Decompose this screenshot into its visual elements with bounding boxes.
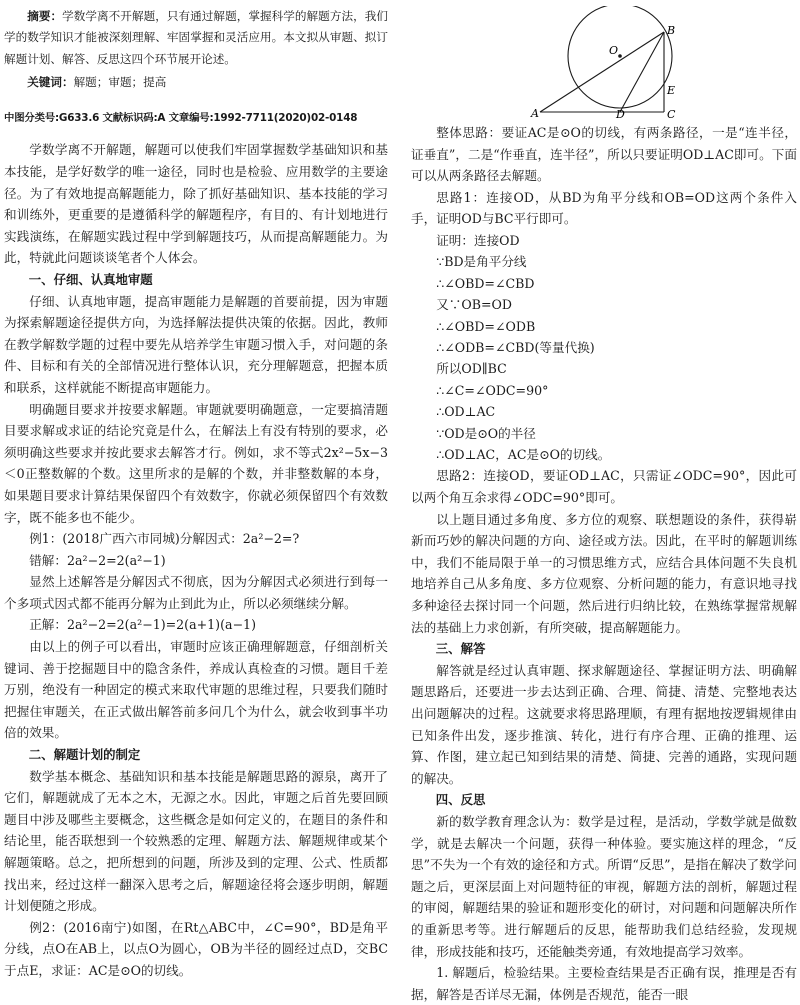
idea-1: 思路1：连接OD，从BD为角平分线和OB=OD这两个条件入手，证明OD与BC平行即可。: [411, 189, 797, 227]
paragraph-multi-angle: 以上题目通过多角度、多方位的观察、联想题设的条件，获得崭新而巧妙的解决问题的方向、途径或方法。因此，在平时的解题训练中，我们不能局限于单一的习惯思维方式，应结合具体问题不失良机地培养自己从多角度、多方位观察、分析问题的能力，有意识地寻找多种途径去探讨同一个问题，然后进行归纳比较，在熟练掌握常规解法的基础上力求创新，有所突破，提高解题能力。: [411, 511, 797, 635]
proof-step: ∴OD⊥AC，AC是⊙O的切线。: [436, 447, 611, 463]
label-e: E: [667, 84, 676, 97]
abstract: [4, 6, 388, 70]
label-b: B: [667, 24, 676, 37]
keywords-label: 关键词：: [27, 75, 74, 90]
segment-ab: [540, 32, 664, 112]
proof-steps: [411, 230, 797, 465]
paragraph-answer: 解答就是经过认真审题、探求解题途径、掌握证明方法、明确解题思路后，还要进一步去达到正确、合理、简捷、清楚、完整地表达出问题解决的过程。这就要求将思路理顺，有理有据地按逻辑规律由已知条件出发，逐步推演、转化，进行有序合理、正确的推理、运算、作图，建立起已知到结果的清楚、简捷、完善的通路，实现问题的解决。: [411, 662, 797, 786]
section-heading-4: 四、反思: [435, 792, 486, 808]
example-1: 例1：(2018广西六市同城)分解因式：2a²−2=?: [29, 531, 300, 547]
paragraph-analysis: 显然上述解答是分解因式不彻底，因为分解因式必须进行到每一个多项式因式都不能再分解为止到此为止，所以必须继续分解。: [4, 574, 388, 611]
segment-bd: [620, 32, 664, 112]
keywords-text: 解题；审题；提高: [73, 75, 167, 90]
keywords: [4, 72, 388, 94]
paragraph-requirements: 明确题目要求并按要求解题。审题就要明确题意，一定要搞清题目要求解或求证的结论究竟是什么，在解法上有没有特别的要求，必须明确这些要求并按此要求去解答才行。例如，求不等式2x²−5x−3＜0正整数解的个数。这里所求的是解的个数，并非整数解的本身，如果题目要求计算结果保留四个有效数字，你就必须保留四个有效数字，既不能多也不能少。: [4, 401, 388, 525]
classification-line: 中图分类号:G633.6 文献标识码:A 文章编号:1992-7711(2020)02-0148: [4, 111, 358, 124]
paragraph-check-results: 1. 解题后，检验结果。主要检查结果是否正确有误，推理是否有据，解答是否详尽无漏，体例是否规范，能否一眼: [411, 965, 797, 1002]
abstract-text: 学数学离不开解题，只有通过解题，掌握科学的解题方法，我们学的数学知识才能被深刻理解、牢固掌握和灵活应用。本文拟从审题、拟订解题计划、解答、反思这四个环节展开论述。: [4, 9, 388, 66]
proof-step: ∴∠ODB=∠CBD(等量代换): [436, 340, 595, 355]
section-heading-1: 一、仔细、认真地审题: [28, 271, 153, 287]
proof-step: ∵OD是⊙O的半径: [436, 425, 536, 441]
proof-step: 又∵OB=OD: [436, 297, 512, 313]
proof-step: ∴OD⊥AC: [436, 404, 496, 420]
abstract-label: 摘要：: [27, 9, 63, 23]
correct-solution: 正解：2a²−2=2(a²−1)=2(a+1)(a−1): [29, 617, 256, 633]
proof-step: 所以OD∥BC: [436, 361, 507, 377]
center-point-o: [618, 54, 622, 58]
right-column: [411, 6, 797, 1005]
proof-step: ∴∠C=∠ODC=90°: [436, 382, 549, 398]
intro-paragraph: 学数学离不开解题，解题可以使我们牢固掌握数学基础知识和基本技能，是学好数学的唯一途径，同时也是检验、应用数学的主要途径。为了有效地提高解题能力，除了抓好基础知识、基本技能的学习和训练外，更重要的是遵循科学的解题程序，有目的、有计划地进行实践演练，在解题实践过程中学到解题技巧，从而提高解题能力。为此，特就此问题谈谈笔者个人体会。: [4, 142, 388, 266]
label-o: O: [609, 44, 619, 57]
proof-step: ∴∠OBD=∠CBD: [436, 275, 535, 291]
geometry-figure: [411, 6, 797, 122]
paragraph-summary-reading: 由以上的例子可以看出，审题时应该正确理解题意，仔细剖析关键词、善于挖掘题目中的隐含条件，养成认真检查的习惯。题目千差万别，绝没有一种固定的模式来取代审题的思维过程，只要我们随时把握住审题关，在正式做出解答前多问几个为什么，就会收到事半功倍的效果。: [4, 639, 388, 741]
circle-triangle-diagram: [411, 6, 797, 118]
wrong-solution: 错解：2a²−2=2(a²−1): [29, 552, 166, 568]
overall-idea: 整体思路：要证AC是⊙O的切线，有两条路径，一是“连半径，证垂直”，二是“作垂直，连半径”，所以只要证明OD⊥AC即可。下面可以从两条路径去解题。: [411, 125, 797, 184]
idea-2: 思路2：连接OD，要证OD⊥AC，只需证∠ODC=90°，因此可以两个角互余求得∠ODC=90°即可。: [411, 468, 797, 506]
paragraph-careful-reading: 仔细、认真地审题，提高审题能力是解题的首要前提，因为审题为探索解题途径提供方向，为选择解法提供决策的依据。因此，教师在教学解数学题的过程中要先从培养学生审题习惯入手，对问题的条件、目标和有关的全部情况进行整体认识，充分理解题意，把握本质和联系，这样就能不断提高审题能力。: [4, 293, 388, 395]
paragraph-reflection: 新的数学教育理念认为：数学是过程，是活动，学数学就是做数学，就是去解决一个问题，获得一种体验。要实施这样的理念，“反思”不失为一个有效的途径和方式。所谓“反思”，是指在解决了数学问题之后，更深层面上对问题特征的审视，解题方法的剖析，解题过程的审阅，解题结果的验证和题形变化的研讨，对问题和问题解决所作的重新思考等。进行解题后的反思，能帮助我们总结经验，发现规律，形成技能和技巧，还能触类旁通，有效地提高学习效率。: [411, 813, 797, 959]
section-heading-2: 二、解题计划的制定: [28, 747, 141, 763]
section-heading-3: 三、解答: [435, 641, 486, 657]
proof-step: 证明：连接OD: [436, 232, 520, 248]
label-d: D: [616, 108, 625, 118]
proof-step: ∴∠OBD=∠ODB: [436, 318, 536, 334]
label-a: A: [531, 107, 539, 118]
label-c: C: [667, 108, 676, 118]
paragraph-plan: 数学基本概念、基础知识和基本技能是解题思路的源泉，离开了它们，解题就成了无本之木，无源之水。因此，审题之后首先要回顾题目中涉及哪些主要概念，这些概念是如何定义的，在题目的条件和结论里，能否联想到一个较熟悉的定理、解题方法、解题规律或某个解题策略。总之，把所想到的问题，所涉及到的定理、公式、性质都找出来，经过这样一翻深入思考之后，解题途径将会逐步明朗，解题计划便随之形成。: [4, 768, 388, 914]
example-2: 例2：(2016南宁)如图，在Rt△ABC中，∠C=90°，BD是角平分线，点O在AB上，以点O为圆心，OB为半径的圆经过点D，交BC于点E，求证：AC是⊙O的切线。: [4, 919, 388, 978]
proof-step: ∵BD是角平分线: [436, 254, 527, 270]
left-column: [4, 6, 388, 982]
